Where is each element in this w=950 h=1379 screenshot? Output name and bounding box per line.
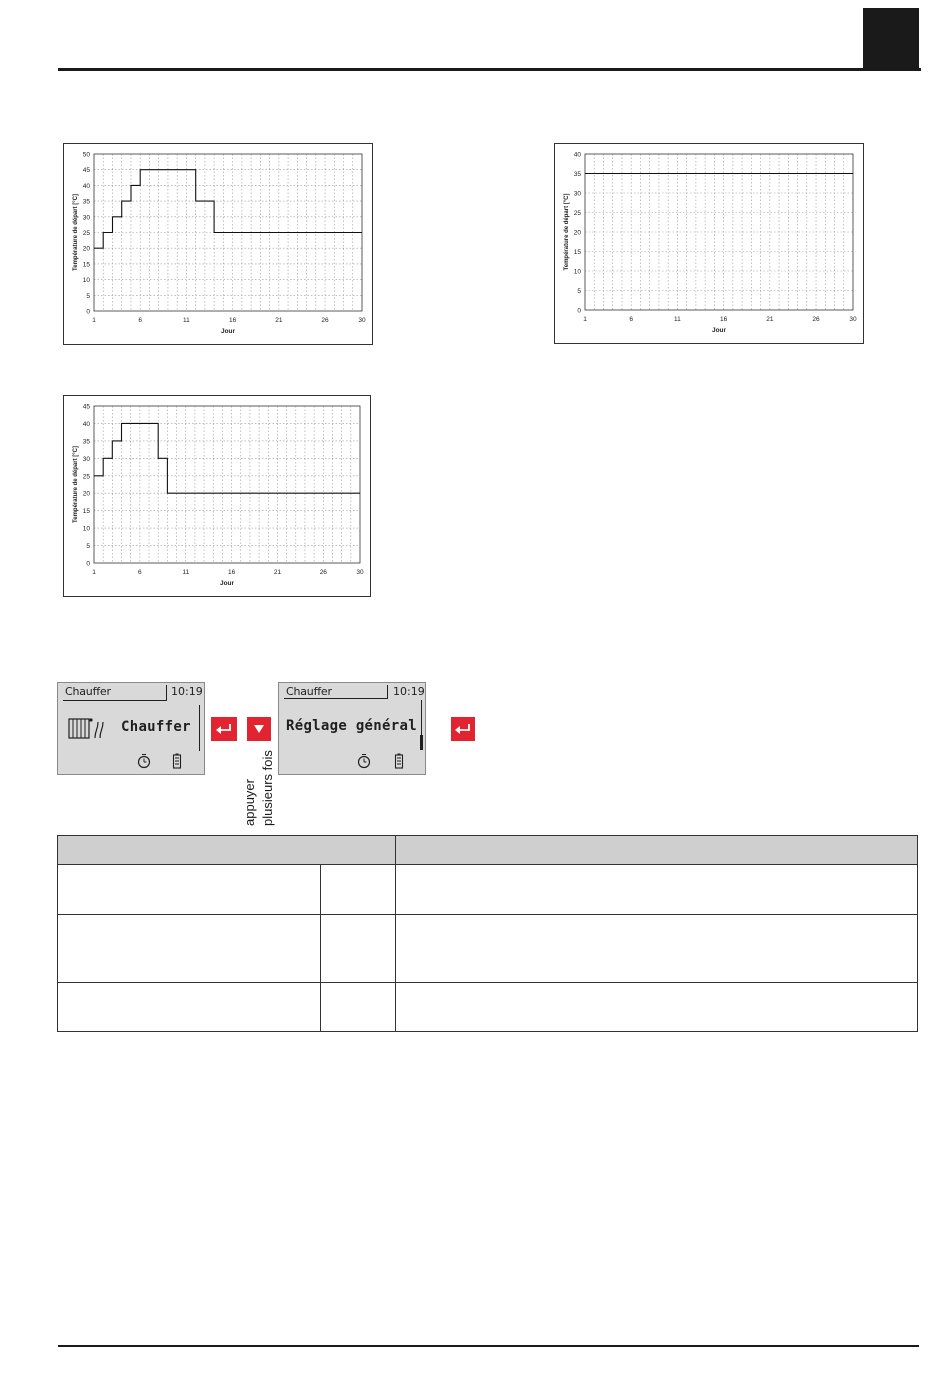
x-tick-label: 6 (138, 317, 143, 324)
y-tick-label: 40 (573, 151, 581, 159)
x-tick-label: 26 (319, 569, 327, 576)
x-tick-label: 1 (583, 316, 587, 323)
y-tick-label: 20 (573, 229, 581, 237)
press-hint (241, 750, 277, 826)
parameter-table (57, 835, 918, 1032)
x-tick-label: 1 (92, 569, 96, 576)
press-hint-line-2: plusieurs fois (260, 750, 275, 826)
table-col-divider (320, 865, 321, 1031)
x-tick-label: 30 (358, 317, 366, 324)
battery-icon (172, 753, 182, 769)
display-header-rule (63, 700, 167, 701)
y-axis-label: Température de départ [°C] (73, 194, 79, 271)
display-scrollbar-thumb (420, 735, 423, 750)
chart-profile-1 (63, 143, 373, 345)
y-tick-label: 10 (573, 268, 581, 276)
y-tick-label: 0 (86, 308, 90, 316)
x-tick-label: 16 (227, 569, 236, 576)
y-tick-label: 15 (573, 249, 581, 256)
x-tick-label: 11 (674, 316, 681, 323)
y-tick-label: 30 (82, 214, 90, 222)
x-tick-label: 26 (812, 316, 820, 323)
display-clock: 10:19 (393, 685, 425, 698)
clock-icon (137, 753, 151, 769)
display-clock: 10:19 (171, 685, 203, 698)
y-tick-label: 15 (82, 508, 90, 516)
y-tick-label: 10 (82, 525, 90, 533)
x-tick-label: 1 (92, 317, 96, 324)
chart-svg (555, 144, 863, 343)
display-header-divider (387, 685, 388, 699)
y-tick-label: 40 (82, 420, 90, 428)
x-tick-label: 21 (273, 569, 282, 576)
y-tick-label: 10 (82, 277, 90, 285)
chart-profile-2 (554, 143, 864, 344)
y-tick-label: 25 (82, 473, 90, 481)
y-tick-label: 5 (86, 543, 90, 551)
table-header-cell (58, 836, 395, 865)
x-tick-label: 11 (183, 317, 190, 324)
header-rule (58, 68, 921, 71)
battery-icon (394, 753, 404, 769)
display-screen-1 (57, 682, 205, 775)
x-tick-label: 6 (629, 316, 634, 323)
y-tick-label: 0 (577, 307, 581, 315)
y-tick-label: 25 (573, 210, 581, 217)
y-tick-label: 35 (82, 438, 90, 446)
table-row-divider (58, 982, 917, 983)
table-col-divider (395, 865, 396, 1031)
y-axis-label: Température de départ [°C] (564, 193, 570, 271)
enter-key-1[interactable] (211, 717, 237, 741)
display-scrollbar (199, 705, 200, 751)
chapter-tab (863, 8, 919, 71)
x-tick-label: 26 (321, 317, 329, 324)
radiator-icon (68, 716, 106, 742)
y-tick-label: 35 (82, 198, 90, 206)
display-header-title: Chauffer (286, 685, 332, 698)
y-tick-label: 20 (82, 490, 90, 498)
clock-icon (357, 753, 371, 769)
y-tick-label: 5 (86, 292, 90, 300)
x-tick-label: 16 (720, 316, 728, 323)
y-tick-label: 50 (82, 151, 90, 159)
chart-svg (64, 396, 370, 596)
plot-frame (94, 406, 360, 563)
table-row-divider (58, 914, 917, 915)
display-header-rule (284, 698, 388, 699)
chart-profile-3 (63, 395, 371, 597)
footer-rule (58, 1345, 919, 1347)
x-tick-label: 21 (275, 317, 283, 324)
x-tick-label: 30 (849, 316, 857, 323)
press-hint-line-1: appuyer (242, 779, 257, 826)
enter-icon (454, 723, 472, 735)
y-tick-label: 0 (86, 560, 90, 568)
y-tick-label: 40 (82, 182, 90, 190)
table-header-cell (395, 836, 917, 865)
display-header-divider (166, 685, 167, 701)
y-tick-label: 30 (82, 455, 90, 463)
enter-key-2[interactable] (451, 717, 475, 741)
y-tick-label: 45 (82, 403, 90, 411)
y-tick-label: 20 (82, 245, 90, 253)
x-tick-label: 30 (356, 569, 364, 576)
y-tick-label: 5 (577, 288, 581, 295)
x-tick-label: 21 (766, 316, 774, 323)
y-tick-label: 45 (82, 167, 90, 175)
y-tick-label: 25 (82, 230, 90, 237)
y-tick-label: 30 (573, 190, 581, 198)
x-axis-label: Jour (219, 580, 235, 587)
down-key[interactable] (247, 717, 271, 741)
display-screen-2 (278, 682, 426, 775)
x-axis-label: Jour (711, 327, 727, 334)
y-tick-label: 15 (82, 261, 90, 269)
enter-icon (215, 723, 233, 735)
x-axis-label: Jour (220, 328, 236, 335)
down-arrow-icon (253, 724, 265, 734)
display-main-label: Réglage général (286, 718, 417, 734)
x-tick-label: 16 (229, 317, 237, 324)
chart-svg (64, 144, 372, 344)
x-tick-label: 6 (138, 569, 142, 576)
display-header-title: Chauffer (65, 685, 111, 698)
series-line (94, 170, 362, 249)
y-axis-label: Température de départ [°C] (73, 446, 79, 523)
y-tick-label: 35 (573, 171, 581, 178)
display-main-label: Chauffer (121, 719, 191, 735)
x-tick-label: 11 (182, 569, 190, 576)
